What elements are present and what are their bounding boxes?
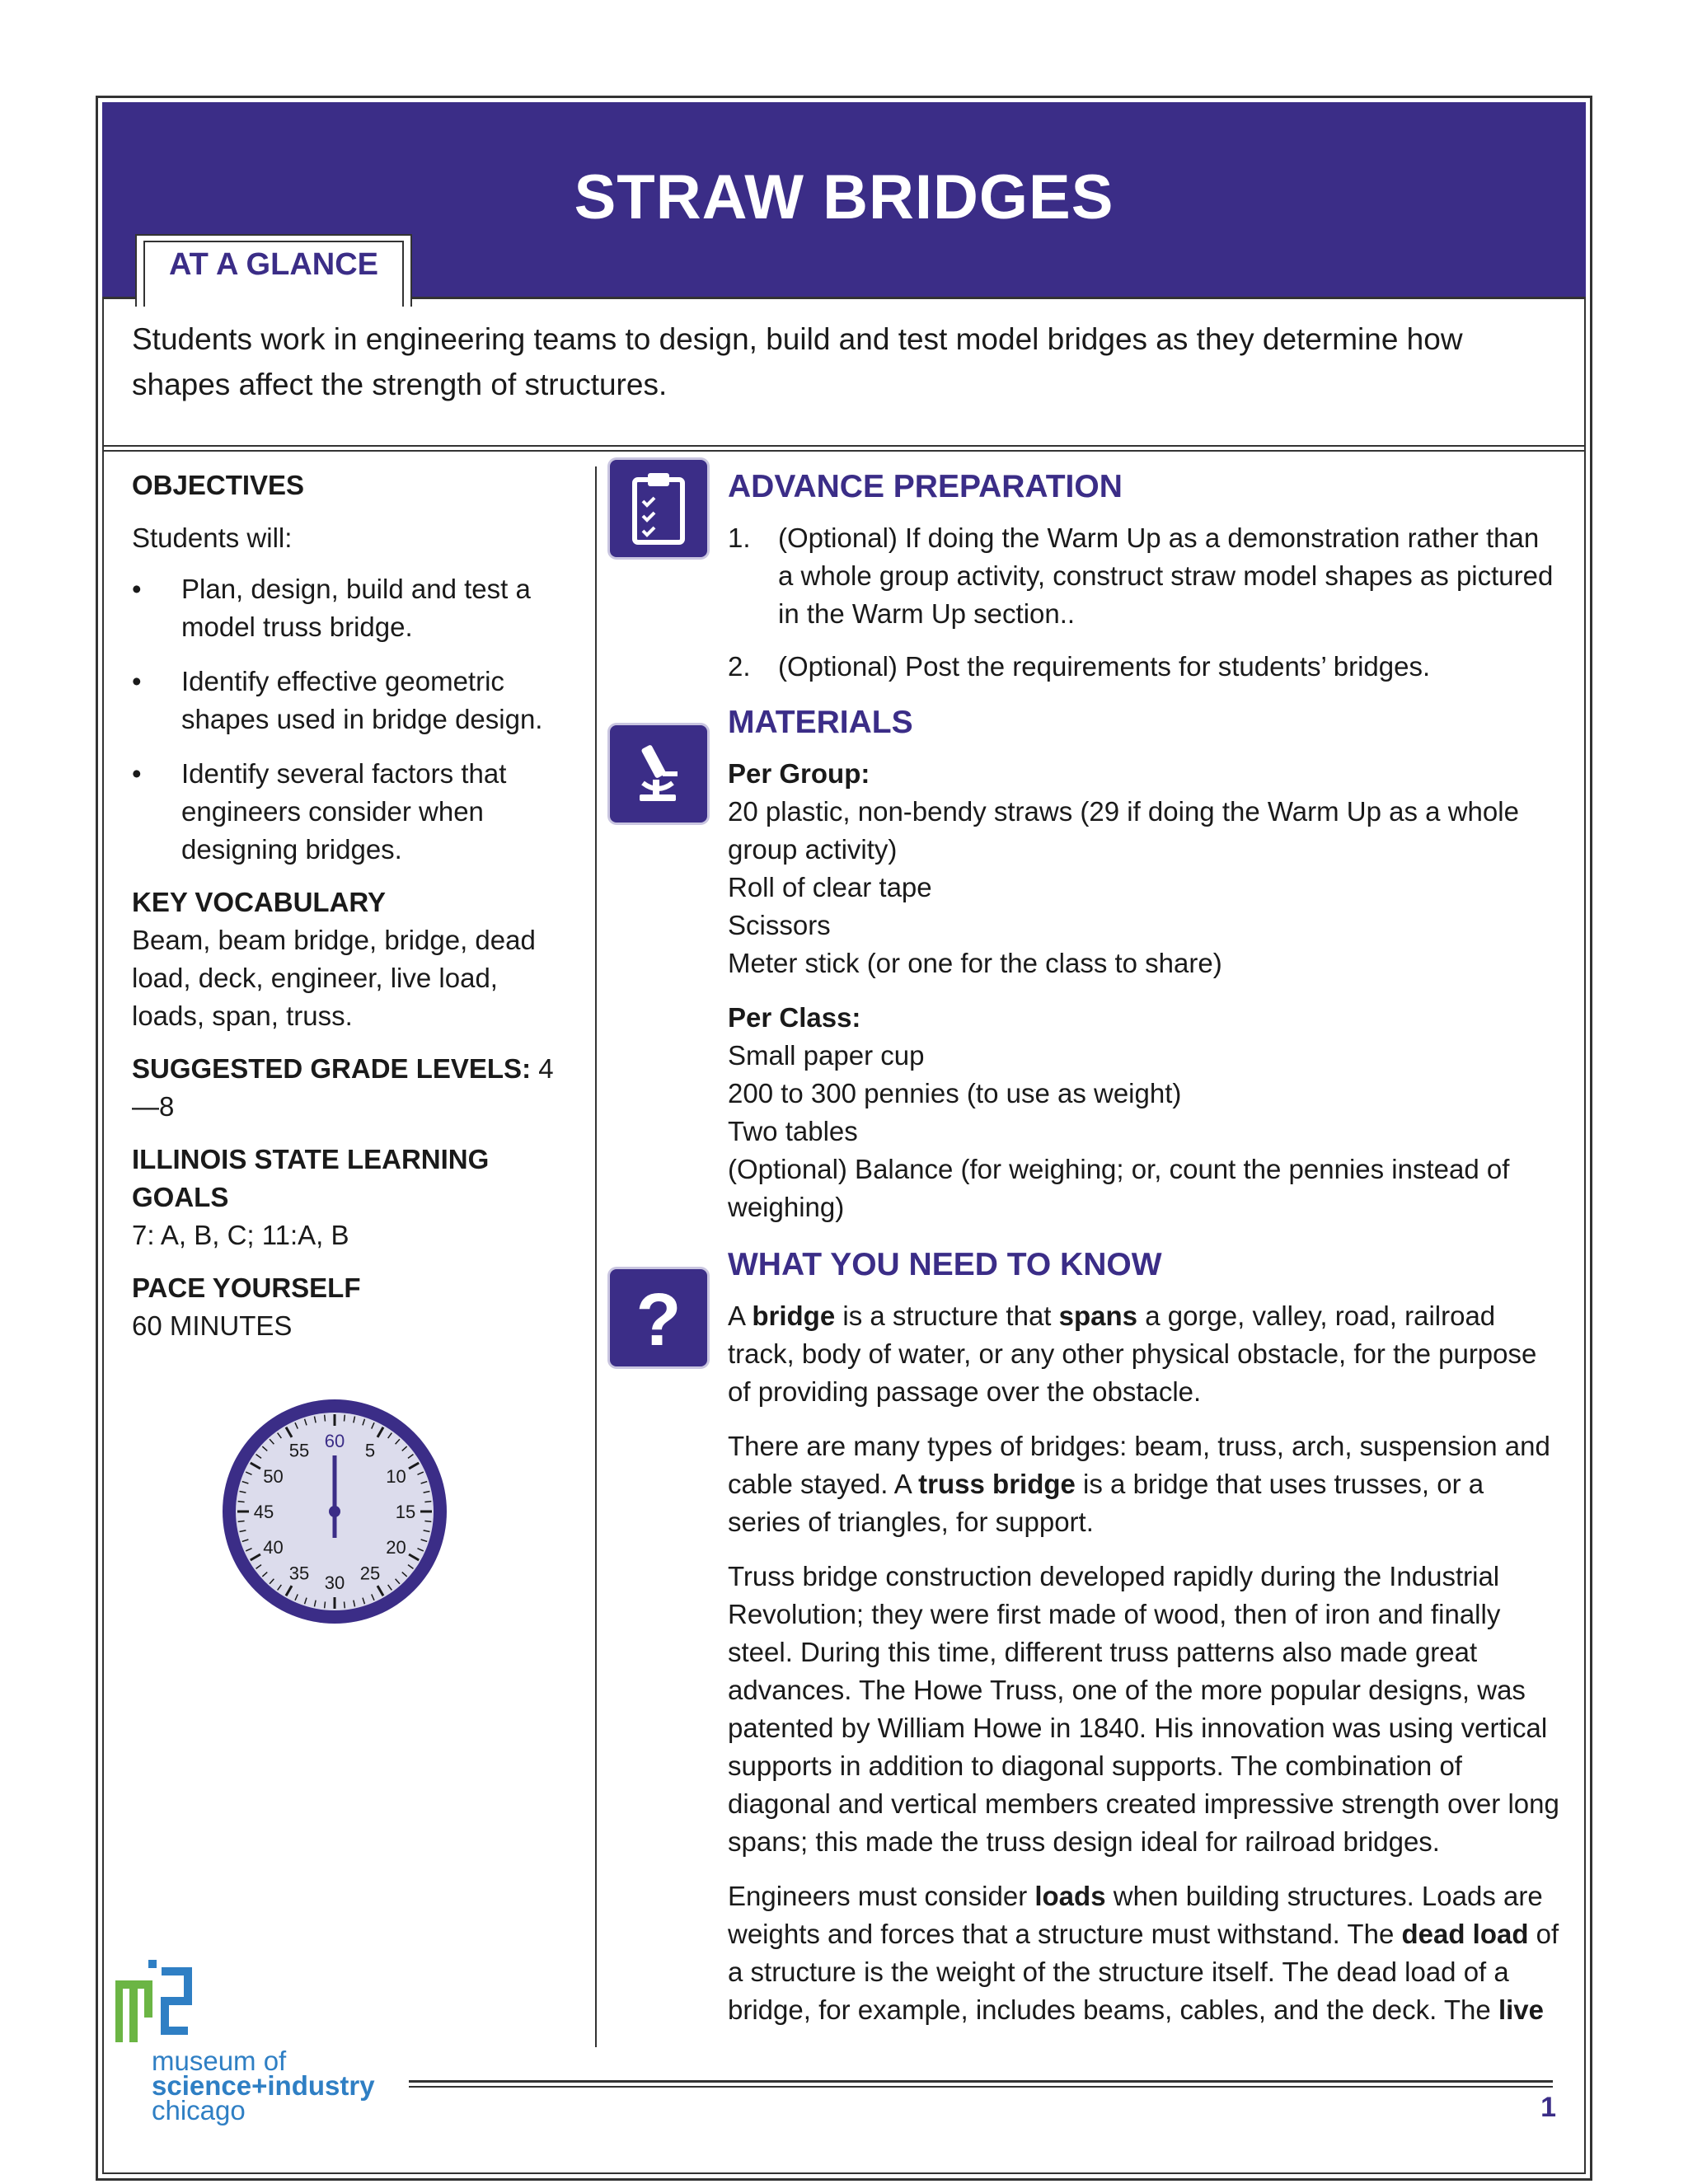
clock-tick: [325, 1415, 326, 1422]
clock-tick: [344, 1415, 345, 1422]
list-item: Meter stick (or one for the class to share): [728, 948, 1222, 978]
clock-number: 10: [386, 1466, 406, 1487]
clock-number: 15: [395, 1502, 416, 1522]
list-item: Small paper cup: [728, 1040, 925, 1071]
list-item: • Identify several factors that engineers consider when designing bridges.: [132, 755, 560, 869]
sidebar-column: [132, 466, 560, 1345]
list-item: Scissors: [728, 910, 831, 940]
clipboard-icon: [610, 460, 707, 557]
page-title: STRAW BRIDGES: [574, 162, 1114, 232]
advance-preparation-heading: ADVANCE PREPARATION: [728, 469, 1123, 504]
clock-number: 25: [359, 1563, 381, 1584]
advance-preparation-list: [728, 519, 1560, 686]
column-divider: [595, 466, 597, 2047]
pace-value: 60 MINUTES: [132, 1310, 293, 1341]
page-number: 1: [1540, 2092, 1556, 2123]
list-item: 200 to 300 pennies (to use as weight): [728, 1078, 1182, 1108]
clock-number: 20: [386, 1537, 406, 1558]
clock-tick: [325, 1601, 326, 1608]
clock-number: 45: [253, 1502, 274, 1522]
per-class-label: Per Class:: [728, 1002, 861, 1033]
objectives-heading: OBJECTIVES: [132, 470, 305, 500]
list-item: (Optional) Balance (for weighing; or, count the pennies instead of weighing): [728, 1154, 1510, 1222]
grade-value: 4—8: [132, 1053, 554, 1122]
list-item: • Identify effective geometric shapes used in bridge design.: [132, 663, 560, 738]
per-group-label: Per Group:: [728, 758, 870, 789]
list-item: 2. (Optional) Post the requirements for students’ bridges.: [728, 651, 1431, 682]
objectives-list: [132, 570, 560, 869]
materials-heading: MATERIALS: [728, 705, 913, 740]
what-you-need-to-know-heading: WHAT YOU NEED TO KNOW: [728, 1247, 1162, 1282]
loads-paragraph: Engineers must consider loads when building structures. Loads are weights and forces that a structure must withstand. The dead load of a structure is the weight of the structure itself. The dead load of a bridge, for example, includes beams, cables, and the deck. The live: [728, 1881, 1559, 2025]
grade-levels: [132, 1050, 560, 1126]
stopwatch-icon: [219, 1396, 450, 1627]
at-a-glance-label: AT A GLANCE: [168, 247, 378, 282]
list-item: 1. (Optional) If doing the Warm Up as a demonstration rather than a whole group activity, construct straw model shapes as pictured in the Warm Up section..: [728, 523, 1554, 629]
vocabulary-heading: KEY VOCABULARY: [132, 887, 387, 917]
objectives-intro: Students will:: [132, 523, 293, 553]
grade-heading: SUGGESTED GRADE LEVELS:: [132, 1053, 532, 1084]
learning-goals-value: 7: A, B, C; 11:A, B: [132, 1220, 349, 1250]
glance-divider: [102, 445, 1586, 447]
main-column: [728, 466, 1560, 2046]
per-class-materials: [728, 999, 1560, 1226]
footer-rule-double: [409, 2086, 1553, 2088]
bullet-icon: •: [132, 758, 142, 789]
clock-number: 60: [324, 1431, 345, 1451]
microscope-icon: [610, 725, 707, 823]
list-item: 20 plastic, non-bendy straws (29 if doing the Warm Up as a whole group activity): [728, 796, 1519, 865]
clock-number: 55: [288, 1440, 310, 1461]
pace-heading: PACE YOURSELF: [132, 1272, 361, 1303]
clock-number: 50: [263, 1466, 284, 1487]
clock-number: 5: [364, 1440, 376, 1461]
question-mark-icon: [610, 1269, 707, 1366]
learning-goals-heading: ILLINOIS STATE LEARNING GOALS: [132, 1144, 490, 1212]
museum-logo-text: museum of science+industry chicago: [152, 2046, 375, 2125]
glance-summary: Students work in engineering teams to design, build and test model bridges as they determine how shapes affect the strength of structures.: [132, 322, 1463, 401]
list-item: • Plan, design, build and test a model truss bridge.: [132, 570, 560, 646]
truss-history-paragraph: Truss bridge construction developed rapidly during the Industrial Revolution; they were first made of wood, then of iron and finally steel. During this time, different truss patterns also made great advances. The Howe Truss, one of the more popular designs, was patented by William Howe in 1840. His innovation was using vertical supports in addition to diagonal supports. The combination of diagonal and vertical members created impressive strength over long spans; this made the truss design ideal for railroad bridges.: [728, 1561, 1559, 1857]
svg-text:?: ?: [635, 1279, 682, 1361]
footer-rule: [409, 2080, 1553, 2083]
list-item: Roll of clear tape: [728, 872, 932, 902]
clock-number: 40: [263, 1537, 284, 1558]
vocabulary-text: Beam, beam bridge, bridge, dead load, deck, engineer, live load, loads, span, truss.: [132, 925, 536, 1031]
bridge-types-paragraph: There are many types of bridges: beam, truss, arch, suspension and cable stayed. A truss bridge is a bridge that uses trusses, or a series of triangles, for support.: [728, 1431, 1550, 1537]
bridge-definition-paragraph: A bridge is a structure that spans a gorge, valley, road, railroad track, body of water, or any other physical obstacle, for the purpose of providing passage over the obstacle.: [728, 1301, 1537, 1407]
clock-number: 30: [324, 1572, 345, 1593]
clock-tick: [344, 1601, 345, 1608]
glance-divider-double: [102, 450, 1586, 452]
bullet-icon: •: [132, 574, 142, 604]
per-group-materials: [728, 755, 1560, 982]
bullet-icon: •: [132, 666, 142, 696]
clock-number: 35: [288, 1563, 310, 1584]
museum-logo-icon: [115, 1960, 195, 2046]
list-item: Two tables: [728, 1116, 858, 1146]
